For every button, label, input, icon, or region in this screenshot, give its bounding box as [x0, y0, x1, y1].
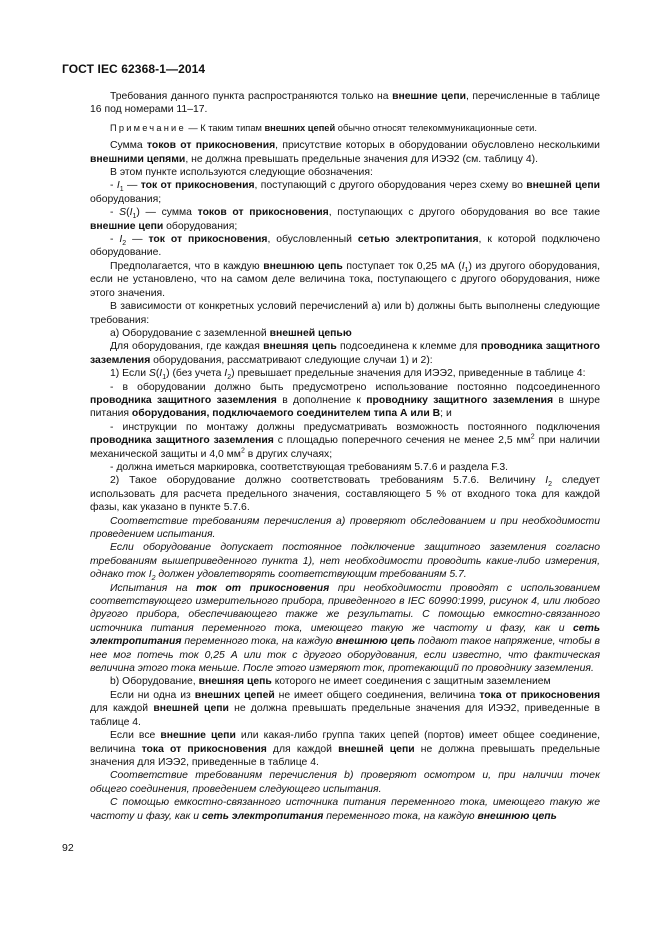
paragraph: Соответствие требованиям перечисления а) проверяют обследованием и при необходимости проведением испытания. — [90, 515, 600, 540]
paragraph: 1) Если $S(I_1)$ (без учета $I_2$) превышает предельные значения для ИЭЭ2, приведенные в таблице 4: — [110, 368, 586, 382]
paragraph: Предполагается, что в каждую внешнюю цепь поступает ток 0,25 мА $(I_1)$ из другого оборудования, если не установлено, что на самом деле величина тока, поступающего с другого оборудования, ниже этого значения. — [90, 260, 600, 299]
paragraph: - $S(I_1)$ — сумма токов от прикосновения, поступающих с другого оборудования во все такие внешние цепи оборудования; — [90, 207, 600, 232]
paragraph: - $I_2$ — ток от прикосновения, обусловленный сетью электропитания, к которой подключено оборудование. — [90, 234, 600, 259]
paragraph: С помощью емкостно-связанного источника питания переменного тока, имеющего такую же частоту и фазу, как и сеть электропитания переменного тока, на каждую внешнюю цепь — [90, 797, 600, 822]
paragraph: Если ни одна из внешних цепей не имеет общего соединения, величина тока от прикосновения для каждой внешней цепи не должна превышать предельные значения для ИЭЭ2, приведенные в таблице 4. — [90, 689, 601, 728]
page-number: 92 — [62, 842, 74, 854]
paragraph: - $I_1$ — ток от прикосновения, поступающий с другого оборудования через схему во внешней цепи оборудования; — [90, 180, 600, 205]
document-body — [90, 90, 600, 823]
paragraph: Если все внешние цепи или какая-либо группа таких цепей (портов) имеет общее соединение, величина тока от прикосновения для каждой внешней цепи не должна превышать предельные значения для ИЭЭ2, приведенные в таблице 4. — [90, 730, 601, 768]
paragraph: Сумма токов от прикосновения, присутствие которых в оборудовании обусловлено несколькими внешними цепями, не должна превышать предельные значения для ИЭЭ2 (см. таблицу 4). — [90, 140, 600, 165]
paragraph: Соответствие требованиям перечисления b) проверяют осмотром и, при наличии точек общего соединения, проведением следующего испытания. — [90, 770, 600, 795]
paragraph: - инструкции по монтажу должны предусматривать возможность постоянного подключения проводника защитного заземления с площадью поперечного сечения не менее 2,5 $мм^2$ при наличии механической защиты и 4,0 $мм^2$ в других случаях; — [90, 421, 600, 460]
paragraph: В этом пункте используются следующие обозначения: — [110, 167, 373, 179]
paragraph: а) Оборудование с заземленной внешней цепью — [110, 327, 352, 339]
paragraph: Для оборудования, где каждая внешняя цепь подсоединена к клемме для проводника защитного заземления оборудования, рассматривают следующие случаи 1) и 2): — [90, 341, 600, 366]
paragraph: Если оборудование допускает постоянное подключение защитного заземления согласно требованиям вышеприведенного пункта 1), нет необходимости проводить какие-либо измерения, однако ток $I_2$ должен удовлетворять соответствующим требованиям 5.7. — [90, 542, 600, 583]
paragraph: - должна иметься маркировка, соответствующая требованиям 5.7.6 и раздела F.3. — [110, 461, 508, 473]
paragraph: b) Оборудование, внешняя цепь которого не имеет соединения с защитным заземлением — [110, 676, 551, 688]
paragraph: Испытания на ток от прикосновения при необходимости проводят с использованием соответствующего измерительного прибора, приведенного в IEC 60990:1999, рисунок 4, или любого другого прибора, обеспечивающего также же результаты. С помощью емкостно-связанного источника питания переменного тока, имеющего такую же частоту и фазу, как и сеть электропитания переменного тока, на каждую внешнюю цепь подают такое напряжение, чтобы в нее мог потечь ток 0,25 А или ток с другого оборудования, если известно, что фактическая величина этого тока меньше. После этого измеряют ток, протекающий по проводнику заземления. — [90, 582, 600, 675]
paragraph: 2) Такое оборудование должно соответствовать требованиям 5.7.6. Величину $I_2$ следует использовать для расчета предельного значения, составляющего 5 % от входного тока для каждой фазы, как указано в пункте 5.7.6. — [90, 475, 601, 514]
paragraph: В зависимости от конкретных условий перечислений а) или b) должны быть выполнены следующие требования: — [90, 301, 600, 326]
paragraph: - в оборудовании должно быть предусмотрено использование постоянно подсоединенного проводника защитного заземления в дополнение к проводнику защитного заземления в шнуре питания оборудования, подключаемого соединителем типа А или В; и — [90, 381, 600, 420]
paragraph: Требования данного пункта распространяются только на внешние цепи, перечисленные в таблице 16 под номерами 11–17. — [90, 91, 601, 116]
document-header: ГОСТ IEC 62368-1—2014 — [62, 62, 206, 76]
note-paragraph: Примечание — К таким типам внешних цепей обычно относят телекоммуникационные сети. — [110, 122, 537, 133]
